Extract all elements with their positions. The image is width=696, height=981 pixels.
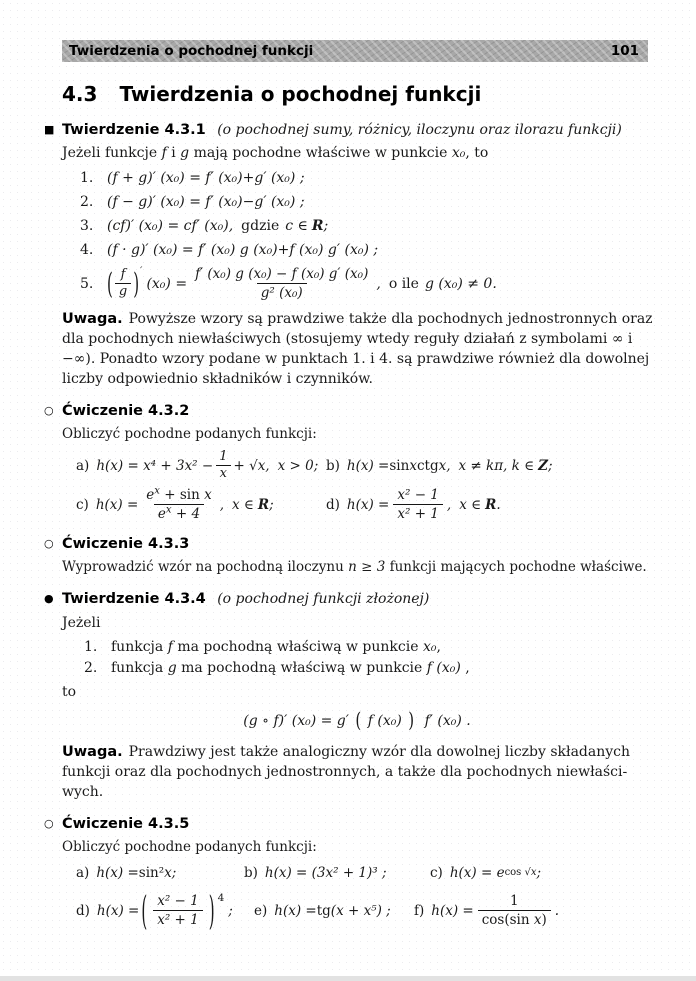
math-segment: g (x₀) ≠ 0.	[424, 275, 497, 292]
item-tag: e)	[254, 902, 268, 919]
numerator: x² − 1	[157, 893, 199, 909]
formula-row-2	[80, 192, 652, 212]
set-symbol-R: R	[257, 496, 270, 513]
item-tag: c)	[430, 865, 443, 881]
exercise-435e	[254, 901, 414, 921]
punctuation: ;	[536, 865, 542, 881]
right-paren: )	[408, 707, 415, 733]
exercise-432	[44, 401, 652, 522]
theorem-434-to: to	[62, 684, 77, 700]
item-tag: a)	[76, 865, 90, 881]
punctuation: ,	[219, 496, 224, 513]
circle-bullet-icon: ○	[44, 404, 54, 417]
theorem-431-heading	[62, 120, 652, 141]
item-number: 5.	[80, 275, 94, 292]
filled-circle-bullet-icon: ●	[44, 592, 54, 605]
item-tag: f)	[414, 902, 425, 919]
punctuation: ;	[323, 218, 329, 234]
math-segment: √x	[524, 867, 537, 878]
remark-label: Uwaga.	[62, 744, 123, 760]
item-tag: d)	[326, 496, 340, 513]
text-segment: gdzie	[241, 218, 280, 234]
remark-1	[62, 309, 652, 389]
denominator: x² + 1	[153, 910, 203, 928]
theorem-434-label: Twierdzenie 4.3.4	[62, 591, 206, 607]
math-segment: +	[159, 487, 180, 503]
exercise-435f	[414, 893, 652, 928]
numerator	[142, 487, 215, 504]
exercise-432c	[76, 487, 326, 522]
math-condition: x > 0;	[277, 457, 319, 474]
theorem-431-subtitle: (o pochodnej sumy, różnicy, iloczynu oraz ilorazu funkcji)	[217, 122, 622, 138]
fraction	[191, 266, 372, 301]
exercise-433-body	[62, 557, 652, 577]
math-segment: h(x) = e	[449, 865, 505, 881]
theorem-434-subtitle: (o pochodnej funkcji złożonej)	[217, 591, 430, 607]
function-name: sin²	[138, 865, 165, 881]
remark-line	[62, 309, 652, 329]
item-number: 2.	[84, 660, 98, 676]
prime-mark: ′	[140, 264, 143, 277]
theorem-431-label: Twierdzenie 4.3.1	[62, 122, 206, 138]
item-number: 2.	[80, 194, 94, 210]
math-segment: (x + x⁵) ;	[330, 902, 391, 919]
math-segment: h(x) =	[431, 902, 474, 919]
math-segment: e	[157, 506, 166, 522]
text-segment: ,	[436, 639, 441, 655]
scan-bottom-edge	[0, 976, 696, 981]
exercise-432-intro: Obliczyć pochodne podanych funkcji:	[62, 426, 317, 442]
punctuation: ;	[269, 496, 274, 513]
math-segment: + 4	[171, 506, 201, 522]
text-segment: ,	[460, 660, 470, 676]
text-segment: funkcja	[111, 639, 168, 655]
exponent: x	[154, 485, 160, 497]
math-condition: x ∈	[231, 496, 254, 513]
math-segment: x₀	[422, 639, 437, 655]
math-segment: h(x) =	[96, 865, 139, 881]
math-segment: h(x) =	[96, 902, 140, 919]
math-segment: (x₀) =	[146, 275, 188, 292]
theorem-434-intro: Jeżeli	[62, 615, 101, 631]
math-segment: x	[409, 457, 417, 474]
remark-line: dla pochodnych niewłaściwych (stosujemy wtedy reguły działań z symbolami ∞ i	[62, 331, 633, 347]
fraction	[393, 487, 443, 522]
running-header	[62, 40, 648, 62]
section-heading	[62, 82, 652, 106]
math-segment: g	[167, 660, 177, 676]
formula-sum-rule: (f + g)′ (x₀) = f′ (x₀)+g′ (x₀) ;	[107, 170, 305, 186]
set-symbol-Z: Z	[538, 457, 548, 474]
exercise-435d	[76, 887, 254, 934]
numerator: f	[120, 267, 126, 282]
theorem-431	[44, 120, 652, 301]
page-number: 101	[610, 43, 639, 59]
exercise-432-label: Ćwiczenie 4.3.2	[62, 403, 190, 419]
formula-row-5	[80, 266, 652, 301]
function-name: tg	[316, 902, 331, 919]
item-tag: b)	[326, 457, 340, 474]
text-segment: funkcja	[111, 660, 168, 676]
right-paren: )	[133, 266, 140, 301]
exercise-435	[44, 814, 652, 934]
denominator: g	[115, 283, 131, 299]
exercise-435a	[76, 863, 244, 883]
theorem-434-assumptions	[62, 637, 652, 678]
numerator: 1	[509, 893, 519, 909]
math-segment: n ≥ 3	[348, 559, 386, 575]
remark-text: Prawdziwy jest także analogiczny wzór dla dowolnej liczby składanych	[128, 744, 631, 760]
theorem-431-formulas	[62, 168, 652, 301]
punctuation: .	[554, 902, 560, 919]
page-content	[44, 82, 653, 934]
theorem-434	[44, 589, 652, 734]
punctuation: ;	[547, 457, 553, 474]
exercise-433-label: Ćwiczenie 4.3.3	[62, 536, 190, 552]
exercise-435-label: Ćwiczenie 4.3.5	[62, 816, 190, 832]
exercise-433	[44, 534, 652, 577]
item-tag: b)	[244, 865, 258, 881]
function-name: ctg	[416, 457, 439, 474]
exercise-432d	[326, 487, 652, 522]
math-condition: x ∈	[459, 496, 482, 513]
formula-row-4	[80, 240, 652, 260]
exercise-433-heading	[62, 534, 652, 555]
exercise-432-row-cd	[76, 487, 652, 522]
remark-line: −∞). Ponadto wzory podane w punktach 1. i 4. są prawdziwe również dla dowolnej	[62, 351, 650, 367]
remark-line: funkcji oraz dla pochodnych jednostronnych, a także dla pochodnych niewłaści-	[62, 764, 628, 780]
exercise-432b	[326, 456, 652, 476]
denominator: x	[216, 465, 231, 481]
item-tag: a)	[76, 457, 90, 474]
text-segment: i	[166, 145, 181, 161]
text-segment: , to	[465, 145, 489, 161]
item-number: 1.	[80, 170, 94, 186]
text-segment: Jeżeli funkcje	[62, 145, 162, 161]
math-segment: h(x) = (3x² + 1)³ ;	[264, 865, 387, 881]
text-segment: ma pochodną właściwą w punkcie	[176, 660, 427, 676]
section-title: Twierdzenia o pochodnej funkcji	[119, 82, 482, 106]
punctuation: ;	[228, 902, 233, 919]
left-paren: (	[355, 707, 362, 733]
function-name: sin	[389, 457, 410, 474]
math-segment: e	[146, 487, 155, 503]
math-segment: f (x₀)	[426, 660, 461, 676]
math-segment: + √x,	[233, 457, 270, 474]
numerator: f′ (x₀) g (x₀) − f (x₀) g′ (x₀)	[195, 266, 369, 282]
math-condition: x ≠ kπ, k ∈	[458, 457, 535, 474]
theorem-431-intro	[62, 143, 652, 163]
section-number: 4.3	[62, 82, 98, 106]
assumption-text	[111, 658, 470, 678]
exercise-435-row-abc	[76, 863, 652, 883]
math-segment: f (x₀)	[367, 713, 402, 729]
right-paren: )	[208, 887, 215, 934]
exercise-435b	[244, 863, 430, 883]
fraction	[478, 893, 551, 928]
assumption-row-1	[84, 637, 652, 657]
chain-rule-formula	[62, 707, 652, 734]
math-segment: g	[180, 145, 190, 161]
exponent: x	[165, 504, 172, 516]
fraction	[215, 450, 231, 481]
math-segment: f′ (x₀) .	[424, 713, 471, 729]
text-segment: mają pochodne właściwe w punkcie	[189, 145, 452, 161]
running-header-title: Twierdzenia o pochodnej funkcji	[69, 43, 314, 59]
exercise-432-row-ab	[76, 450, 652, 481]
set-symbol-R: R	[485, 496, 497, 513]
remark-label: Uwaga.	[62, 311, 123, 327]
remark-line: liczby odpowiednio składników i czynników.	[62, 371, 373, 387]
math-segment: h(x) =	[95, 496, 139, 513]
math-segment: h(x) =	[346, 496, 390, 513]
item-number: 1.	[84, 639, 98, 655]
numerator: 1	[219, 449, 228, 464]
numerator: x² − 1	[397, 487, 439, 503]
math-segment: h(x) = x⁴ + 3x² −	[96, 457, 214, 474]
function-name: cos(sin	[481, 912, 534, 928]
math-segment: x;	[164, 865, 177, 881]
remark-2	[62, 742, 652, 802]
denominator	[154, 504, 204, 522]
set-symbol-R: R	[311, 218, 324, 234]
formula-constant-rule: (cf)′ (x₀) = cf′ (x₀),	[107, 218, 234, 234]
function-name: )	[541, 912, 547, 928]
item-number: 4.	[80, 242, 94, 258]
exercise-435c	[430, 863, 652, 883]
circle-bullet-icon: ○	[44, 817, 54, 830]
function-name: sin	[179, 487, 205, 503]
denominator: x² + 1	[393, 504, 443, 522]
exercise-435-row-def	[76, 887, 652, 934]
fraction	[115, 268, 131, 299]
math-segment: x,	[438, 457, 451, 474]
assumption-row-2	[84, 658, 652, 678]
remark-text: Powyższe wzory są prawdziwe także dla pochodnych jednostronnych oraz	[128, 311, 653, 327]
text-segment: Wyprowadzić wzór na pochodną iloczynu	[62, 559, 349, 575]
denominator: g² (x₀)	[257, 283, 307, 301]
text-segment: o ile	[388, 275, 419, 292]
item-tag: d)	[76, 902, 90, 919]
function-name: cos	[504, 867, 525, 878]
denominator	[478, 910, 551, 928]
fraction	[142, 487, 215, 522]
punctuation: .	[496, 496, 501, 513]
formula-row-3	[80, 216, 652, 236]
math-segment: h(x) =	[346, 457, 390, 474]
formula-product-rule: (f · g)′ (x₀) = f′ (x₀) g (x₀)+f (x₀) g′ (x₀) ;	[107, 242, 379, 258]
math-segment: (g ∘ f)′ (x₀) = g′	[243, 713, 349, 729]
exercise-435-heading	[62, 814, 652, 835]
math-segment: f	[167, 639, 173, 655]
text-segment: ma pochodną właściwą w punkcie	[172, 639, 423, 655]
math-segment: x	[204, 487, 212, 503]
math-segment: x₀	[451, 145, 466, 161]
assumption-text	[111, 637, 441, 657]
item-tag: c)	[76, 496, 89, 513]
math-segment: f	[161, 145, 167, 161]
theorem-434-heading	[62, 589, 652, 610]
formula-row-1	[80, 168, 652, 188]
math-segment: h(x) =	[274, 902, 317, 919]
exponent: 4	[217, 891, 225, 904]
circle-bullet-icon: ○	[44, 537, 54, 550]
remark-line	[62, 742, 652, 762]
left-paren: (	[141, 887, 148, 934]
square-bullet-icon: ■	[44, 123, 55, 136]
item-number: 3.	[80, 218, 94, 234]
text-segment: funkcji mających pochodne właściwe.	[385, 559, 647, 575]
fraction	[153, 893, 203, 928]
left-paren: (	[107, 266, 113, 301]
math-segment: x	[533, 912, 542, 928]
math-segment: c ∈	[285, 218, 308, 234]
punctuation: ,	[446, 496, 452, 513]
formula-difference-rule: (f − g)′ (x₀) = f′ (x₀)−g′ (x₀) ;	[107, 194, 305, 210]
exercise-432-heading	[62, 401, 652, 422]
exercise-432a	[76, 450, 326, 481]
exercise-435-intro: Obliczyć pochodne podanych funkcji:	[62, 839, 317, 855]
punctuation: ,	[376, 275, 381, 292]
remark-line: wych.	[62, 784, 104, 800]
